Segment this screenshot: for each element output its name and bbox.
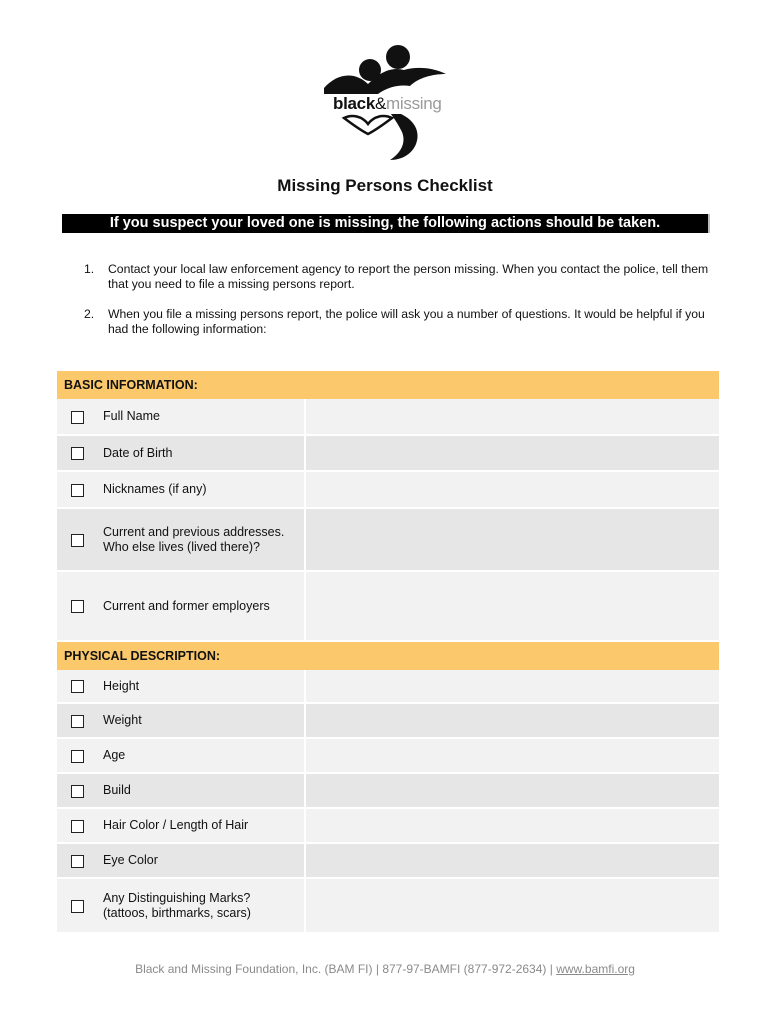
answer-cell[interactable] [306,670,719,704]
table-row [57,879,719,934]
item-label: Age [97,739,306,774]
answer-cell[interactable] [306,509,719,572]
answer-cell[interactable] [306,704,719,739]
table-row [57,399,719,436]
checkbox[interactable] [71,715,84,728]
answer-cell[interactable] [306,399,719,436]
step-text: Contact your local law enforcement agency to report the person missing. When you contact the police, tell them that you need to file a missing persons report. [108,262,709,291]
checkbox[interactable] [71,855,84,868]
step-text: When you file a missing persons report, the police will ask you a number of questions. It would be helpful if you had the following information: [108,307,705,336]
item-label: Nicknames (if any) [97,472,306,509]
answer-cell[interactable] [306,774,719,809]
answer-cell[interactable] [306,809,719,844]
checkbox[interactable] [71,447,84,460]
instruction-banner: If you suspect your loved one is missing, the following actions should be taken. [62,214,710,233]
section-heading-basic: BASIC INFORMATION: [57,371,719,399]
checkbox[interactable] [71,534,84,547]
logo-wordmark: black&missing [333,94,442,113]
table-row [57,774,719,809]
checkbox[interactable] [71,785,84,798]
footer-website-link[interactable]: www.bamfi.org [556,962,635,976]
section-heading-physical: PHYSICAL DESCRIPTION: [57,642,719,670]
item-label: Any Distinguishing Marks? (tattoos, birthmarks, scars) [97,879,306,934]
table-row [57,844,719,879]
answer-cell[interactable] [306,879,719,934]
table-row [57,436,719,472]
item-label: Full Name [97,399,306,436]
checkbox[interactable] [71,680,84,693]
answer-cell[interactable] [306,739,719,774]
table-row [57,572,719,642]
table-row [57,670,719,704]
checklist-table [57,371,719,934]
answer-cell[interactable] [306,472,719,509]
checkbox[interactable] [71,411,84,424]
page-title: Missing Persons Checklist [277,176,493,195]
item-label: Build [97,774,306,809]
item-label: Hair Color / Length of Hair [97,809,306,844]
list-item: 2. When you file a missing persons report, the police will ask you a number of questions. It would be helpful if you had the following information: [84,307,705,336]
answer-cell[interactable] [306,572,719,642]
list-item: 1. Contact your local law enforcement agency to report the person missing. When you contact the police, tell them that you need to file a missing persons report. [84,262,709,291]
checkbox[interactable] [71,750,84,763]
table-row [57,809,719,844]
answer-cell[interactable] [306,436,719,472]
table-row [57,704,719,739]
checkbox[interactable] [71,484,84,497]
item-label: Weight [97,704,306,739]
table-row [57,509,719,572]
steps-list [62,262,712,352]
checkbox[interactable] [71,900,84,913]
item-label: Current and former employers [97,572,306,642]
item-label: Current and previous addresses. Who else lives (lived there)? [97,509,306,572]
page-footer: Black and Missing Foundation, Inc. (BAM FI) | 877-97-BAMFI (877-972-2634) | www.bamfi.org [135,962,635,976]
answer-cell[interactable] [306,844,719,879]
checkbox[interactable] [71,600,84,613]
checkbox[interactable] [71,820,84,833]
table-row [57,472,719,509]
footer-phone: 877-97-BAMFI (877-972-2634) [382,962,547,976]
footer-org: Black and Missing Foundation, Inc. (BAM FI) [135,962,373,976]
table-row [57,739,719,774]
item-label: Height [97,670,306,704]
item-label: Eye Color [97,844,306,879]
item-label: Date of Birth [97,436,306,472]
